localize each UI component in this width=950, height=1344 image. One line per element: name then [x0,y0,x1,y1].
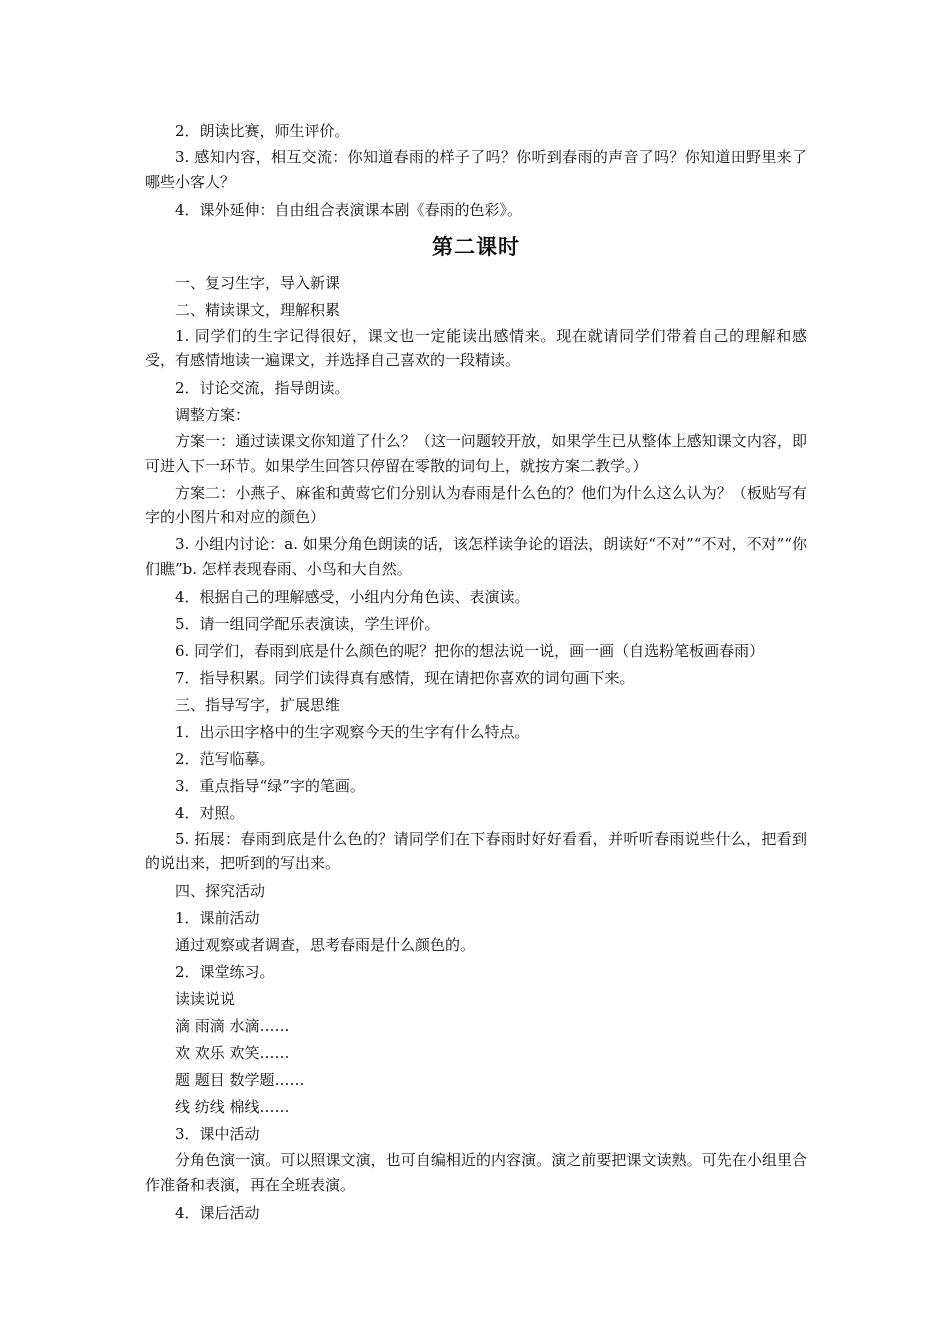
paragraph: 2．讨论交流，指导朗读。 [175,379,350,397]
paragraph: 7．指导积累。同学们读得真有感情，现在请把你喜欢的词句画下来。 [175,668,635,687]
document-page [145,118,807,1227]
paragraph: 4．根据自己的理解感受，小组内分角色读、表演读。 [175,587,530,606]
word-line: 滴 雨滴 水滴…… [175,1017,290,1035]
heading-line: 二、精读课文，理解积累 [175,300,341,319]
paragraph: 3．重点指导“绿”字的笔画。 [175,776,365,795]
paragraph: 4．对照。 [175,803,245,822]
paragraph: 1．出示田字格中的生字观察今天的生字有什么特点。 [175,722,530,741]
heading-line: 三、指导写字，扩展思维 [175,695,341,714]
section-title: 第二课时 [432,234,520,259]
heading-line: 四、探究活动 [175,882,266,900]
paragraph: 调整方案： [175,406,251,424]
paragraph: 5. 拓展：春雨到底是什么色的？请同学们在下春雨时好好看看，并听听春雨说些什么，把看到的说出来，把听到的写出来。 [145,829,807,872]
paragraph: 5．请一组同学配乐表演读，学生评价。 [175,614,440,633]
word-line: 题 题目 数学题…… [175,1071,305,1089]
paragraph: 分角色演一演。可以照课文演，也可自编相近的内容演。演之前要把课文读熟。可先在小组里合作准备和表演，再在全班表演。 [145,1151,807,1194]
word-line: 线 纺线 棉线…… [175,1098,290,1116]
paragraph: 2．朗读比赛，师生评价。 [175,122,350,140]
paragraph: 4．课外延伸：自由组合表演课本剧《春雨的色彩》。 [175,200,523,219]
paragraph: 方案二：小燕子、麻雀和黄莺它们分别认为春雨是什么色的？他们为什么这么认为？（板贴写有字的小图片和对应的颜色） [145,483,807,526]
paragraph: 通过观察或者调查，思考春雨是什么颜色的。 [175,936,476,954]
paragraph: 2．范写临摹。 [175,749,275,768]
paragraph: 4．课后活动 [175,1203,260,1222]
paragraph: 方案一：通过读课文你知道了什么？（这一问题较开放，如果学生已从整体上感知课文内容，即可进入下一环节。如果学生回答只停留在零散的词句上，就按方案二教学。） [145,432,807,475]
paragraph: 2．课堂练习。 [175,963,275,981]
paragraph: 读读说说 [175,990,236,1008]
paragraph: 1. 同学们的生字记得很好，课文也一定能读出感情来。现在就请同学们带着自己的理解和感受，有感情地读一遍课文，并选择自己喜欢的一段精读。 [145,326,807,369]
paragraph: 1．课前活动 [175,909,260,927]
paragraph: 3. 感知内容，相互交流：你知道春雨的样子了吗？你听到春雨的声音了吗？你知道田野里来了哪些小客人？ [145,148,807,191]
heading-line: 一、复习生字，导入新课 [175,273,341,292]
paragraph: 3．课中活动 [175,1125,260,1143]
word-line: 欢 欢乐 欢笑…… [175,1044,290,1062]
paragraph: 6. 同学们，春雨到底是什么颜色的呢？把你的想法说一说，画一画（自选粉笔板画春雨） [175,641,765,660]
paragraph: 3. 小组内讨论：a. 如果分角色朗读的话，该怎样读争论的语法，朗读好“不对”“不对，不对”“你们瞧”b. 怎样表现春雨、小鸟和大自然。 [145,535,807,578]
